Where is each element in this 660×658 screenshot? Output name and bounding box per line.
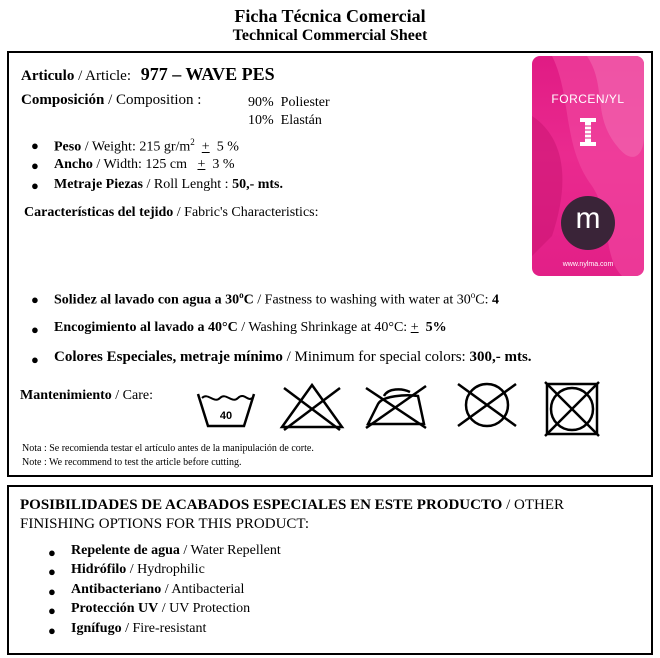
bullet-icon: ●	[31, 138, 39, 153]
care-line	[20, 388, 153, 404]
finishing-item-en: / Antibacterial	[161, 582, 245, 597]
roll-label-es: Metraje Piezas	[54, 177, 143, 192]
composition-material: Poliester	[280, 95, 330, 110]
width-tolerance: 3 %	[212, 157, 235, 172]
finishing-item-es: Antibacteriano	[71, 582, 162, 597]
fastness-label-en: / Fastness to washing with water at 30	[253, 292, 471, 308]
fastness-value: 4	[491, 292, 499, 308]
brand-card	[532, 56, 644, 276]
weight-line	[54, 137, 239, 156]
finishing-item	[71, 601, 250, 617]
finishing-item	[71, 582, 244, 598]
weight-label-en: / Weight: 215 gr/m	[81, 139, 191, 155]
finishing-title-line-2: FINISHING OPTIONS FOR THIS PRODUCT:	[20, 516, 310, 532]
bullet-icon: ●	[31, 292, 39, 307]
composition-label-es: Composición	[21, 92, 105, 108]
composition-line	[21, 92, 201, 109]
width-line	[54, 157, 235, 173]
bullet-icon: ●	[31, 352, 39, 367]
roll-label-en: / Roll Lenght :	[143, 177, 233, 192]
finishing-item	[71, 543, 281, 559]
composition-pct: 90%	[248, 95, 274, 110]
finishing-title-es: POSIBILIDADES DE ACABADOS ESPECIALES EN ESTE PRODUCTO	[20, 497, 503, 513]
width-label-en: / Width: 125 cm	[92, 157, 187, 172]
no-tumble-dry-icon	[452, 380, 522, 430]
special-colors-line	[54, 349, 532, 366]
special-colors-value: 300,- mts.	[469, 349, 532, 365]
characteristics-label-en: / Fabric's Characteristics:	[173, 205, 319, 220]
characteristics-line	[24, 205, 319, 221]
finishing-item-en: / Hydrophilic	[126, 562, 205, 577]
no-bleach-icon	[278, 380, 346, 432]
special-colors-label-es: Colores Especiales, metraje mínimo	[54, 349, 283, 365]
finishing-item-es: Hidrófilo	[71, 562, 127, 577]
roll-value: 50,- mts.	[232, 177, 283, 192]
brand-url: www.nylma.com	[562, 261, 614, 268]
weight-tolerance: 5 %	[216, 139, 239, 155]
no-iron-icon	[362, 382, 430, 432]
wash-temp: 40	[219, 410, 233, 422]
brand-name: FORCEN/YL	[551, 92, 625, 106]
finishing-title	[20, 497, 564, 514]
fastness-label-es: Solidez al lavado con agua a 30	[54, 292, 240, 308]
shrinkage-label-en: / Washing Shrinkage at 40°C:	[237, 320, 411, 335]
bullet-icon: ●	[48, 623, 56, 638]
bullet-icon: ●	[31, 178, 39, 193]
bullet-icon: ●	[48, 584, 56, 599]
finishing-item-en: / Water Repellent	[179, 543, 281, 558]
fastness-degree-en: o	[470, 290, 476, 300]
title-english: Technical Commercial Sheet	[232, 27, 428, 44]
characteristics-label-es: Características del tejido	[24, 205, 174, 220]
shrinkage-value: 5%	[425, 320, 447, 335]
article-label-en: / Article:	[74, 68, 131, 84]
finishing-item-en: / Fire-resistant	[121, 621, 207, 636]
article-label-es: Articulo	[21, 68, 75, 84]
note-spanish: Nota : Se recomienda testar el artículo antes de la manipulación de corte.	[22, 443, 314, 454]
fastness-label-en-c: C:	[475, 292, 492, 308]
composition-pct: 10%	[248, 113, 274, 128]
fastness-degree: o	[239, 290, 244, 300]
finishing-item	[71, 621, 206, 637]
roll-line	[54, 177, 283, 193]
shrinkage-line	[54, 320, 447, 336]
weight-sup: 2	[190, 137, 195, 147]
shrinkage-label-es: Encogimiento al lavado a 40°C	[54, 320, 238, 335]
note-english: Note : We recommend to test the article before cutting.	[22, 457, 242, 468]
finishing-item-es: Protección UV	[71, 601, 159, 616]
weight-label-es: Peso	[54, 139, 82, 155]
article-value: 977 – WAVE PES	[140, 64, 275, 84]
finishing-item	[71, 562, 205, 578]
fastness-line	[54, 290, 499, 309]
care-label-es: Mantenimiento	[20, 388, 112, 403]
composition-item	[248, 95, 330, 111]
bullet-icon: ●	[31, 322, 39, 337]
bullet-icon: ●	[48, 603, 56, 618]
brand-logo-letter: m	[575, 202, 601, 235]
bullet-icon: ●	[48, 564, 56, 579]
composition-label-en: / Composition :	[104, 92, 202, 108]
width-label-es: Ancho	[54, 157, 93, 172]
fastness-c: C	[243, 292, 254, 308]
width-pm: +	[197, 157, 206, 172]
finishing-item-es: Ignífugo	[71, 621, 122, 636]
composition-material: Elastán	[280, 113, 322, 128]
bullet-icon: ●	[31, 158, 39, 173]
wash-40-icon	[195, 384, 257, 432]
weight-pm: +	[201, 139, 210, 155]
spool-icon	[578, 118, 598, 146]
article-line	[21, 64, 275, 85]
composition-item	[248, 113, 322, 129]
finishing-item-es: Repelente de agua	[71, 543, 180, 558]
care-label-en: / Care:	[111, 388, 153, 403]
finishing-title-en-1: / OTHER	[502, 497, 565, 513]
bullet-icon: ●	[48, 545, 56, 560]
shrinkage-pm: +	[410, 320, 419, 335]
brand-logo-circle	[561, 196, 615, 250]
finishing-item-en: / UV Protection	[158, 601, 251, 616]
title-spanish: Ficha Técnica Comercial	[234, 6, 426, 26]
special-colors-label-en: / Minimum for special colors:	[282, 349, 470, 365]
no-dryclean-icon	[543, 380, 601, 438]
